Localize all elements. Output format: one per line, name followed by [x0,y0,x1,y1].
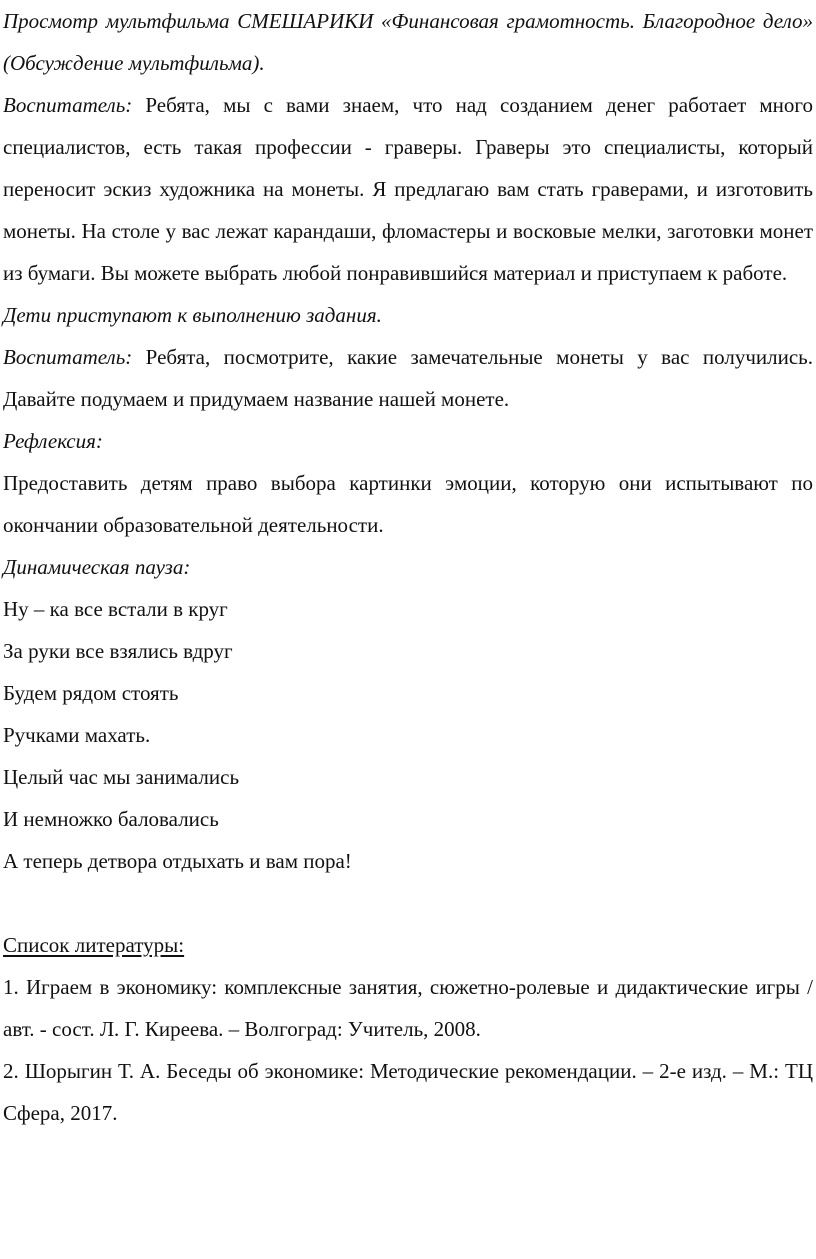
poem-line: Ну – ка все встали в круг [3,597,228,621]
blank-line [3,882,813,924]
reference-item: 1. Играем в экономику: комплексные занятия, сюжетно-ролевые и дидактические игры / авт. - сост. Л. Г. Киреева. – Волгоград: Учитель, 2008. [3,975,813,1041]
reflection-heading: Рефлексия: [3,429,103,453]
dialogue-text: Ребята, мы с вами знаем, что над созданием денег работает много специалистов, есть такая профессии - граверы. Граверы это специалисты, который переносит эскиз художника на монеты. Я предлагаю вам стать граверами, и изготовить монеты. На столе у вас лежат карандаши, фломастеры и восковые мелки, заготовки монет из бумаги. Вы можете выбрать любой понравившийся материал и приступаем к работе. [3,93,813,285]
poem-line: А теперь детвора отдыхать и вам пора! [3,849,352,873]
poem-line: За руки все взялись вдруг [3,639,233,663]
poem-line: И немножко баловались [3,807,219,831]
speaker-label: Воспитатель: [3,345,133,369]
intro-paragraph: Просмотр мультфильма СМЕШАРИКИ «Финансовая грамотность. Благородное дело» (Обсуждение мультфильма). [3,9,813,75]
action-paragraph: Дети приступают к выполнению задания. [3,303,382,327]
document-page [3,0,813,1134]
dialogue-text: Ребята, посмотрите, какие замечательные монеты у вас получились. Давайте подумаем и придумаем название нашей монете. [3,345,813,411]
references-heading: Список литературы: [3,933,185,957]
poem-line: Ручками махать. [3,723,151,747]
dialogue-paragraph-1 [3,84,813,294]
poem [3,588,813,882]
pause-heading: Динамическая пауза: [3,555,191,579]
poem-line: Будем рядом стоять [3,681,179,705]
poem-line: Целый час мы занимались [3,765,240,789]
reference-item: 2. Шорыгин Т. А. Беседы об экономике: Методические рекомендации. – 2-е изд. – М.: ТЦ Сфера, 2017. [3,1059,813,1125]
reflection-paragraph: Предоставить детям право выбора картинки эмоции, которую они испытывают по окончании образовательной деятельности. [3,471,813,537]
speaker-label: Воспитатель: [3,93,133,117]
dialogue-paragraph-2 [3,336,813,420]
